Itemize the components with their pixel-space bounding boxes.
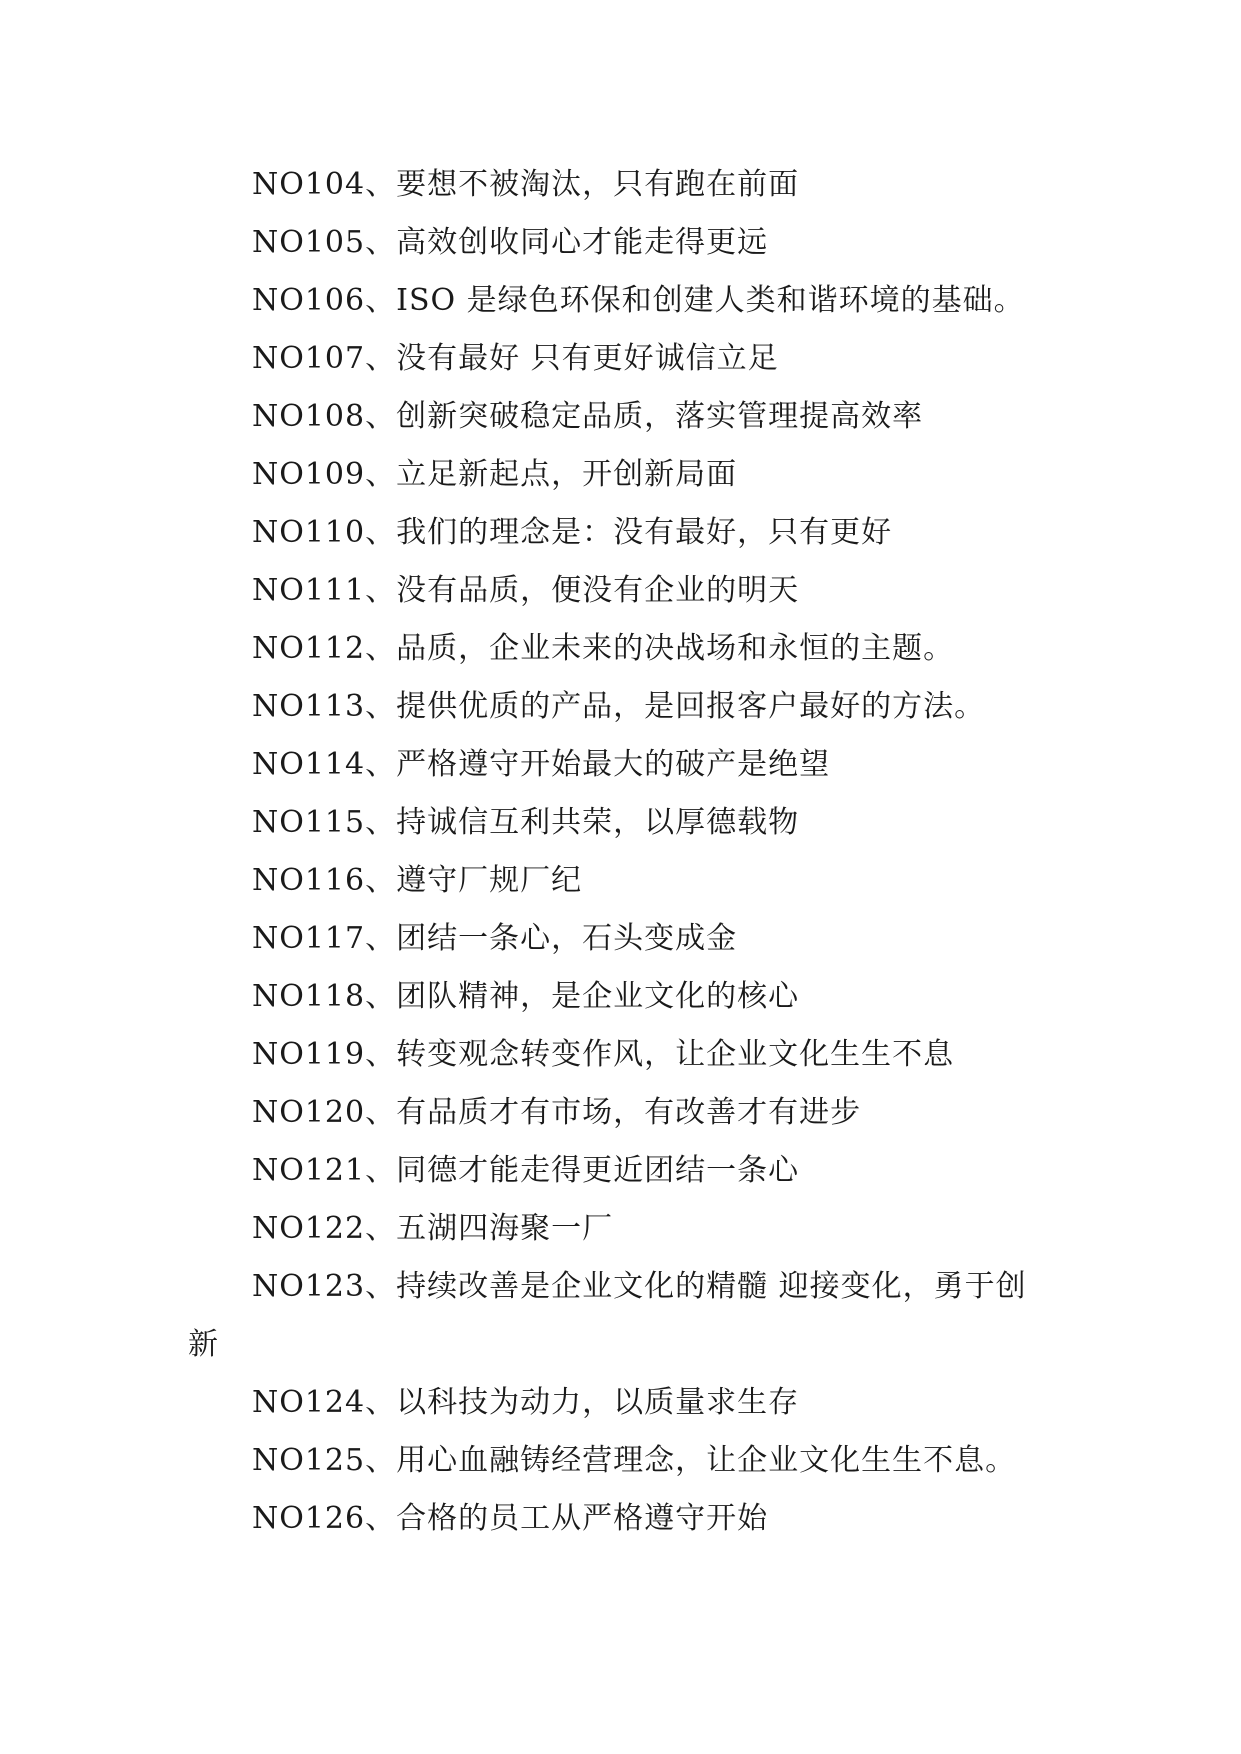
slogan-line: NO117、团结一条心，石头变成金	[252, 921, 738, 956]
slogan-line: NO118、团队精神，是企业文化的核心	[252, 979, 800, 1014]
slogan-list	[188, 156, 1068, 1548]
slogan-line: NO111、没有品质，便没有企业的明天	[252, 573, 800, 608]
slogan-line: NO105、高效创收同心才能走得更远	[252, 225, 769, 260]
slogan-line: NO106、ISO 是绿色环保和创建人类和谐环境的基础。	[252, 283, 1025, 318]
slogan-line: NO114、严格遵守开始最大的破产是绝望	[252, 747, 831, 782]
slogan-line: NO116、遵守厂规厂纪	[252, 863, 583, 898]
slogan-line: NO123、持续改善是企业文化的精髓 迎接变化，勇于创	[252, 1269, 1027, 1304]
slogan-line: NO122、五湖四海聚一厂	[252, 1211, 614, 1246]
slogan-line-continuation: 新	[188, 1327, 219, 1362]
slogan-line: NO121、同德才能走得更近团结一条心	[252, 1153, 800, 1188]
slogan-line: NO107、没有最好 只有更好诚信立足	[252, 341, 779, 376]
slogan-line: NO125、用心血融铸经营理念，让企业文化生生不息。	[252, 1443, 1017, 1478]
slogan-line: NO119、转变观念转变作风，让企业文化生生不息	[252, 1037, 955, 1072]
slogan-line: NO108、创新突破稳定品质，落实管理提高效率	[252, 399, 924, 434]
slogan-line: NO109、立足新起点，开创新局面	[252, 457, 738, 492]
slogan-line: NO124、以科技为动力，以质量求生存	[252, 1385, 800, 1420]
slogan-line: NO115、持诚信互利共荣，以厚德载物	[252, 805, 800, 840]
slogan-line: NO113、提供优质的产品，是回报客户最好的方法。	[252, 689, 986, 724]
slogan-line: NO104、要想不被淘汰，只有跑在前面	[252, 167, 800, 202]
slogan-line: NO120、有品质才有市场，有改善才有进步	[252, 1095, 862, 1130]
slogan-line: NO110、我们的理念是：没有最好，只有更好	[252, 515, 893, 550]
slogan-line: NO126、合格的员工从严格遵守开始	[252, 1501, 769, 1536]
slogan-line: NO112、品质，企业未来的决战场和永恒的主题。	[252, 631, 955, 666]
